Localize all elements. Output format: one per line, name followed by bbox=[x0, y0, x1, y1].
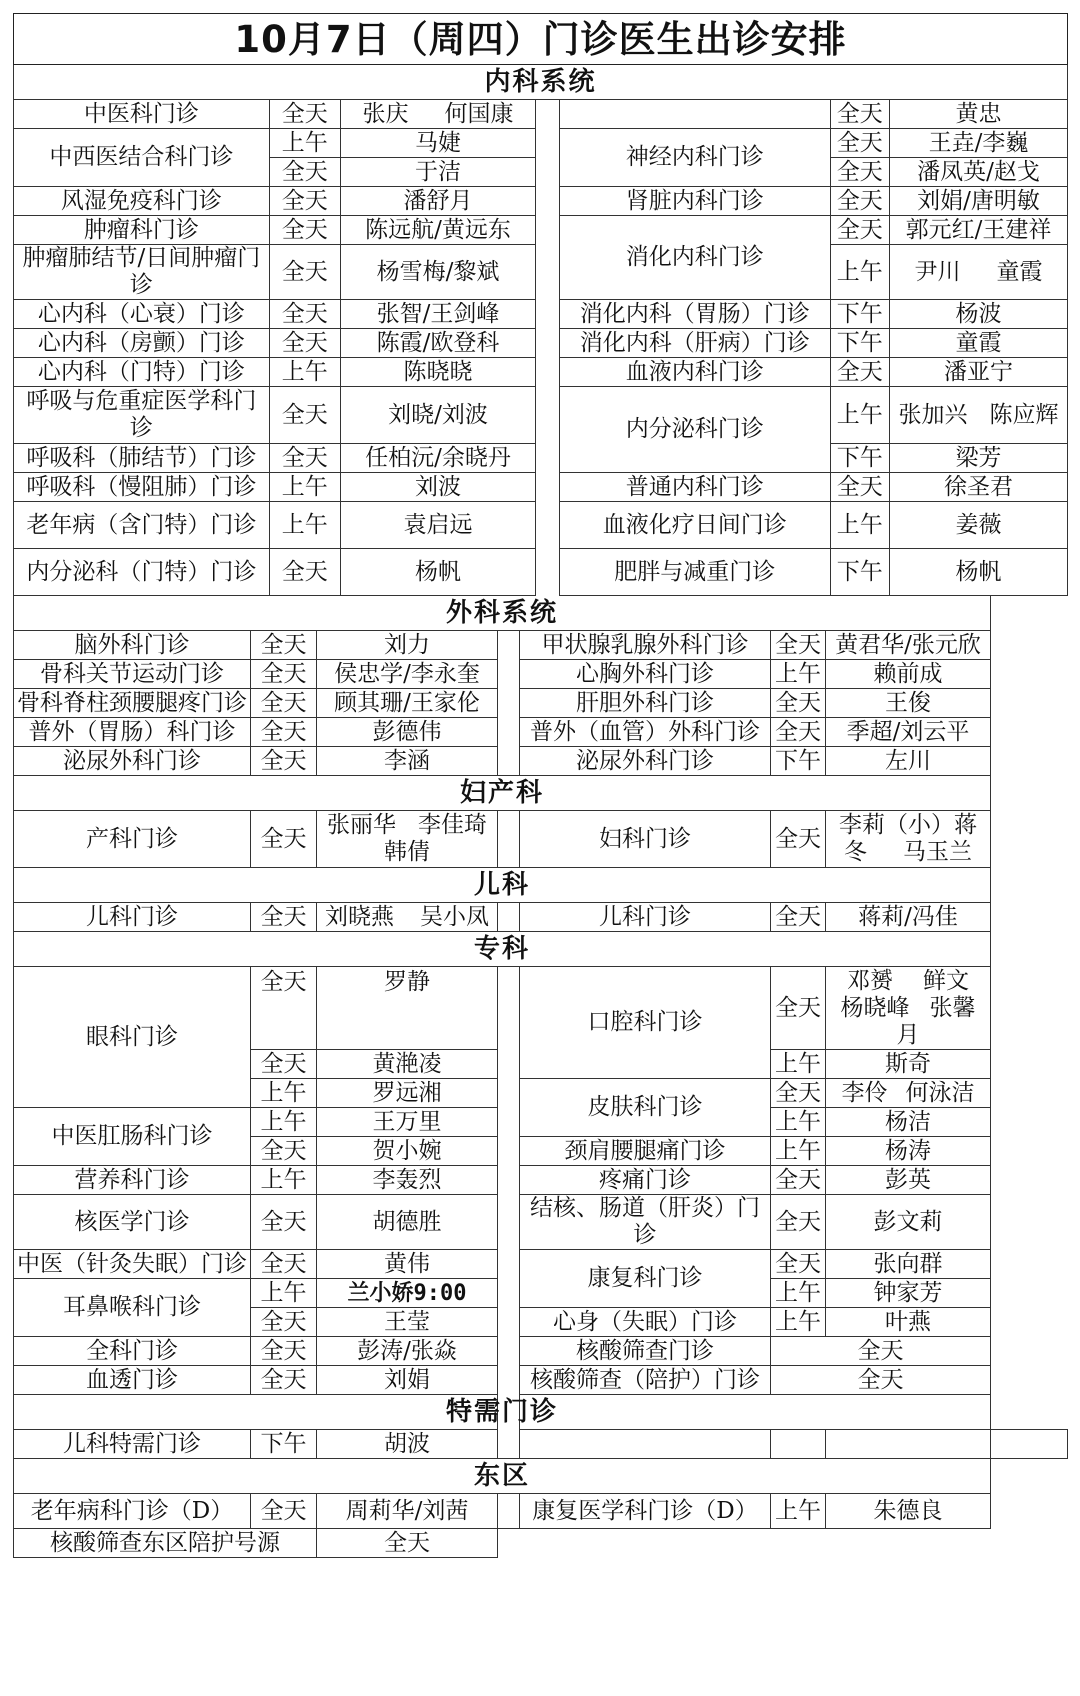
time-cell: 上午 bbox=[251, 1166, 317, 1195]
doctor-name: 韩倩 bbox=[384, 839, 430, 865]
time-cell: 上午 bbox=[269, 473, 340, 502]
doctor-cell: 潘舒月 bbox=[340, 187, 535, 216]
doctor-cell: 袁启远 bbox=[340, 502, 535, 549]
time-cell: 全天 bbox=[269, 387, 340, 444]
time-cell: 全天 bbox=[771, 1366, 991, 1395]
column-divider bbox=[498, 631, 520, 776]
doctor-cell: 罗静 bbox=[317, 967, 498, 1050]
doctor-name: 刘晓燕 bbox=[325, 903, 394, 930]
doctor-cell: 顾其珊/王家伦 bbox=[317, 689, 498, 718]
time-cell: 上午 bbox=[771, 660, 826, 689]
dept-cell: 儿科门诊 bbox=[520, 903, 771, 932]
section-header-erke: 儿科 bbox=[14, 868, 991, 903]
doctor-cell: 黄忠 bbox=[889, 100, 1067, 129]
dept-cell: 内分泌科（门特）门诊 bbox=[14, 549, 270, 596]
time-cell: 全天 bbox=[771, 811, 826, 868]
time-cell: 全天 bbox=[251, 1137, 317, 1166]
time-cell: 全天 bbox=[269, 245, 340, 300]
dept-cell: 心身（失眠）门诊 bbox=[520, 1308, 771, 1337]
dept-cell: 中医肛肠科门诊 bbox=[14, 1108, 251, 1166]
time-cell: 上午 bbox=[771, 1137, 826, 1166]
dept-cell: 普外（血管）外科门诊 bbox=[520, 718, 771, 747]
doctor-cell: 陈远航/黄远东 bbox=[340, 216, 535, 245]
doctor-cell: 马婕 bbox=[340, 129, 535, 158]
time-cell: 全天 bbox=[251, 1050, 317, 1079]
doctor-cell: 彭英 bbox=[826, 1166, 991, 1195]
doctor-name: 张加兴 bbox=[898, 401, 968, 428]
doctor-cell: 赖前成 bbox=[826, 660, 991, 689]
time-cell: 全天 bbox=[771, 1337, 991, 1366]
dept-cell: 普通内科门诊 bbox=[559, 473, 830, 502]
time-cell: 全天 bbox=[317, 1529, 498, 1558]
time-cell: 全天 bbox=[771, 1195, 826, 1250]
doctor-name: 张丽华 bbox=[327, 812, 396, 838]
time-cell: 上午 bbox=[771, 1050, 826, 1079]
page-title: 10月7日（周四）门诊医生出诊安排 bbox=[14, 14, 1068, 65]
time-cell: 上午 bbox=[251, 1079, 317, 1108]
dept-cell: 血透门诊 bbox=[14, 1366, 251, 1395]
doctor-cell: 王垚/李巍 bbox=[889, 129, 1067, 158]
doctor-cell: 王万里 bbox=[317, 1108, 498, 1137]
section-header-fuchanke: 妇产科 bbox=[14, 776, 991, 811]
doctor-cell: 杨洁 bbox=[826, 1108, 991, 1137]
dept-cell: 肥胖与减重门诊 bbox=[559, 549, 830, 596]
doctor-cell: 杨波 bbox=[889, 300, 1067, 329]
empty-cell bbox=[498, 1529, 991, 1558]
doctor-cell: 胡德胜 bbox=[317, 1195, 498, 1250]
dept-cell: 神经内科门诊 bbox=[559, 129, 830, 187]
schedule-table bbox=[13, 13, 1068, 596]
dept-cell: 骨科关节运动门诊 bbox=[14, 660, 251, 689]
time-cell: 全天 bbox=[830, 358, 889, 387]
dept-cell: 泌尿外科门诊 bbox=[520, 747, 771, 776]
doctor-name: 尹川 bbox=[914, 258, 961, 285]
doctor-cell: 季超/刘云平 bbox=[826, 718, 991, 747]
doctor-cell: 刘娟 bbox=[317, 1366, 498, 1395]
time-cell: 全天 bbox=[269, 444, 340, 473]
doctor-cell: 王俊 bbox=[826, 689, 991, 718]
dept-cell: 核酸筛查门诊 bbox=[520, 1337, 771, 1366]
dept-cell: 耳鼻喉科门诊 bbox=[14, 1279, 251, 1337]
time-cell: 全天 bbox=[269, 329, 340, 358]
time-cell: 全天 bbox=[251, 1250, 317, 1279]
dept-cell: 康复医学科门诊（D） bbox=[520, 1494, 771, 1529]
doctor-cell: 陈晓晓 bbox=[340, 358, 535, 387]
dept-cell: 甲状腺乳腺外科门诊 bbox=[520, 631, 771, 660]
dept-cell: 皮肤科门诊 bbox=[520, 1079, 771, 1137]
doctor-cell bbox=[826, 967, 991, 1050]
dept-cell: 心内科（门特）门诊 bbox=[14, 358, 270, 387]
time-cell: 上午 bbox=[269, 502, 340, 549]
doctor-cell: 潘凤英/赵戈 bbox=[889, 158, 1067, 187]
column-divider bbox=[498, 811, 520, 868]
doctor-cell: 叶燕 bbox=[826, 1308, 991, 1337]
dept-cell: 心胸外科门诊 bbox=[520, 660, 771, 689]
doctor-cell: 彭涛/张焱 bbox=[317, 1337, 498, 1366]
section-header-dongqu: 东区 bbox=[14, 1459, 991, 1494]
schedule-table-lower bbox=[13, 596, 1068, 1558]
dept-cell: 呼吸科（肺结节）门诊 bbox=[14, 444, 270, 473]
empty-cell bbox=[991, 1430, 1068, 1459]
doctor-name: 李佳琦 bbox=[418, 812, 487, 838]
section-header-waike: 外科系统 bbox=[14, 596, 991, 631]
time-cell: 全天 bbox=[251, 967, 317, 1050]
dept-cell: 眼科门诊 bbox=[14, 967, 251, 1108]
doctor-cell: 侯忠学/李永奎 bbox=[317, 660, 498, 689]
doctor-name: 童霞 bbox=[996, 258, 1043, 285]
doctor-name: 李莉（小）蒋 bbox=[839, 812, 978, 838]
doctor-name: 吴小凤 bbox=[420, 903, 489, 930]
dept-cell: 肾脏内科门诊 bbox=[559, 187, 830, 216]
time-cell: 下午 bbox=[830, 329, 889, 358]
column-divider bbox=[536, 100, 560, 596]
dept-cell: 血液内科门诊 bbox=[559, 358, 830, 387]
time-cell: 上午 bbox=[771, 1494, 826, 1529]
dept-cell: 颈肩腰腿痛门诊 bbox=[520, 1137, 771, 1166]
doctor-cell: 黄伟 bbox=[317, 1250, 498, 1279]
doctor-cell bbox=[340, 100, 535, 129]
dept-cell: 核酸筛查东区陪护号源 bbox=[14, 1529, 317, 1558]
doctor-cell: 斯奇 bbox=[826, 1050, 991, 1079]
time-cell: 全天 bbox=[251, 811, 317, 868]
doctor-cell bbox=[889, 387, 1067, 444]
doctor-cell: 杨雪梅/黎斌 bbox=[340, 245, 535, 300]
doctor-cell bbox=[889, 245, 1067, 300]
doctor-cell: 李轰烈 bbox=[317, 1166, 498, 1195]
time-cell: 全天 bbox=[251, 1366, 317, 1395]
doctor-cell: 朱德良 bbox=[826, 1494, 991, 1529]
section-header-neike: 内科系统 bbox=[14, 65, 1068, 100]
doctor-cell: 蒋莉/冯佳 bbox=[826, 903, 991, 932]
time-cell: 下午 bbox=[771, 747, 826, 776]
time-cell: 下午 bbox=[251, 1430, 317, 1459]
doctor-name: 邓赟 bbox=[847, 967, 894, 994]
dept-cell: 呼吸科（慢阻肺）门诊 bbox=[14, 473, 270, 502]
time-cell: 全天 bbox=[251, 689, 317, 718]
dept-cell bbox=[559, 100, 830, 129]
dept-cell: 口腔科门诊 bbox=[520, 967, 771, 1079]
doctor-name: 张馨 bbox=[929, 994, 976, 1021]
time-cell: 上午 bbox=[251, 1108, 317, 1137]
dept-cell: 儿科特需门诊 bbox=[14, 1430, 251, 1459]
dept-cell: 普外（胃肠）科门诊 bbox=[14, 718, 251, 747]
time-cell: 全天 bbox=[771, 1166, 826, 1195]
time-cell: 全天 bbox=[251, 747, 317, 776]
doctor-name: 何国康 bbox=[444, 100, 514, 127]
dept-cell: 结核、肠道（肝炎）门诊 bbox=[520, 1195, 771, 1250]
dept-cell: 妇科门诊 bbox=[520, 811, 771, 868]
doctor-cell: 潘亚宁 bbox=[889, 358, 1067, 387]
doctor-cell: 黄君华/张元欣 bbox=[826, 631, 991, 660]
dept-cell: 消化内科（肝病）门诊 bbox=[559, 329, 830, 358]
dept-cell: 泌尿外科门诊 bbox=[14, 747, 251, 776]
time-cell: 全天 bbox=[251, 718, 317, 747]
doctor-cell: 周莉华/刘茜 bbox=[317, 1494, 498, 1529]
dept-cell: 内分泌科门诊 bbox=[559, 387, 830, 473]
doctor-cell: 罗远湘 bbox=[317, 1079, 498, 1108]
time-cell: 全天 bbox=[251, 903, 317, 932]
doctor-cell: 兰小娇9:00 bbox=[317, 1279, 498, 1308]
doctor-name: 冬 bbox=[844, 839, 868, 865]
column-divider bbox=[520, 1430, 771, 1459]
dept-cell: 产科门诊 bbox=[14, 811, 251, 868]
dept-cell: 中西医结合科门诊 bbox=[14, 129, 270, 187]
doctor-cell: 左川 bbox=[826, 747, 991, 776]
time-cell: 上午 bbox=[830, 387, 889, 444]
doctor-cell: 郭元红/王建祥 bbox=[889, 216, 1067, 245]
dept-cell: 疼痛门诊 bbox=[520, 1166, 771, 1195]
doctor-cell: 徐圣君 bbox=[889, 473, 1067, 502]
time-cell: 全天 bbox=[830, 187, 889, 216]
time-cell: 全天 bbox=[269, 100, 340, 129]
time-cell: 全天 bbox=[251, 660, 317, 689]
doctor-cell: 任柏沅/余晓丹 bbox=[340, 444, 535, 473]
column-divider bbox=[498, 967, 520, 1459]
time-cell: 全天 bbox=[830, 158, 889, 187]
doctor-name: 何泳洁 bbox=[905, 1079, 975, 1106]
doctor-name: 陈应辉 bbox=[989, 401, 1059, 428]
time-cell: 全天 bbox=[771, 1079, 826, 1108]
dept-cell: 康复科门诊 bbox=[520, 1250, 771, 1308]
time-cell: 上午 bbox=[830, 502, 889, 549]
dept-cell: 中医（针灸失眠）门诊 bbox=[14, 1250, 251, 1279]
time-cell: 上午 bbox=[771, 1108, 826, 1137]
empty-cell bbox=[771, 1430, 826, 1459]
doctor-cell bbox=[826, 1079, 991, 1108]
doctor-cell bbox=[826, 811, 991, 868]
time-cell: 上午 bbox=[771, 1279, 826, 1308]
doctor-cell: 刘力 bbox=[317, 631, 498, 660]
doctor-cell: 刘娟/唐明敏 bbox=[889, 187, 1067, 216]
time-cell: 全天 bbox=[830, 100, 889, 129]
doctor-cell: 彭文莉 bbox=[826, 1195, 991, 1250]
time-cell: 全天 bbox=[830, 129, 889, 158]
doctor-cell: 王莹 bbox=[317, 1308, 498, 1337]
doctor-name: 马玉兰 bbox=[903, 839, 973, 865]
dept-cell: 营养科门诊 bbox=[14, 1166, 251, 1195]
dept-cell: 风湿免疫科门诊 bbox=[14, 187, 270, 216]
doctor-cell: 姜薇 bbox=[889, 502, 1067, 549]
dept-cell: 呼吸与危重症医学科门诊 bbox=[14, 387, 270, 444]
doctor-name: 杨晓峰 bbox=[840, 994, 910, 1021]
dept-cell: 血液化疗日间门诊 bbox=[559, 502, 830, 549]
dept-cell: 核酸筛查（陪护）门诊 bbox=[520, 1366, 771, 1395]
time-cell: 全天 bbox=[269, 187, 340, 216]
time-cell: 全天 bbox=[830, 216, 889, 245]
time-cell: 全天 bbox=[771, 718, 826, 747]
column-divider bbox=[498, 1494, 520, 1529]
dept-cell: 肝胆外科门诊 bbox=[520, 689, 771, 718]
doctor-cell: 梁芳 bbox=[889, 444, 1067, 473]
column-divider bbox=[498, 903, 520, 932]
time-cell: 上午 bbox=[269, 129, 340, 158]
time-cell: 全天 bbox=[269, 216, 340, 245]
time-cell: 全天 bbox=[830, 473, 889, 502]
doctor-cell bbox=[317, 811, 498, 868]
doctor-cell: 童霞 bbox=[889, 329, 1067, 358]
time-cell: 上午 bbox=[251, 1279, 317, 1308]
doctor-cell: 张向群 bbox=[826, 1250, 991, 1279]
doctor-cell: 刘晓/刘波 bbox=[340, 387, 535, 444]
dept-cell: 全科门诊 bbox=[14, 1337, 251, 1366]
time-cell: 全天 bbox=[251, 1308, 317, 1337]
time-cell: 上午 bbox=[830, 245, 889, 300]
time-cell: 全天 bbox=[251, 1195, 317, 1250]
doctor-name: 李伶 bbox=[841, 1079, 888, 1106]
schedule-sheet bbox=[13, 13, 1068, 1558]
doctor-name: 张庆 bbox=[362, 100, 409, 127]
doctor-cell: 李涵 bbox=[317, 747, 498, 776]
time-cell: 下午 bbox=[830, 300, 889, 329]
doctor-cell: 杨帆 bbox=[340, 549, 535, 596]
doctor-cell: 钟家芳 bbox=[826, 1279, 991, 1308]
time-cell: 上午 bbox=[269, 358, 340, 387]
dept-cell: 心内科（心衰）门诊 bbox=[14, 300, 270, 329]
time-cell: 下午 bbox=[830, 549, 889, 596]
dept-cell: 脑外科门诊 bbox=[14, 631, 251, 660]
time-cell: 全天 bbox=[771, 689, 826, 718]
time-cell: 全天 bbox=[771, 903, 826, 932]
dept-cell: 老年病（含门特）门诊 bbox=[14, 502, 270, 549]
time-cell: 全天 bbox=[269, 158, 340, 187]
doctor-cell: 张智/王剑峰 bbox=[340, 300, 535, 329]
doctor-cell bbox=[317, 903, 498, 932]
time-cell: 全天 bbox=[771, 1250, 826, 1279]
time-cell: 全天 bbox=[251, 631, 317, 660]
time-cell: 全天 bbox=[771, 967, 826, 1050]
doctor-cell: 杨涛 bbox=[826, 1137, 991, 1166]
doctor-cell: 彭德伟 bbox=[317, 718, 498, 747]
doctor-cell: 黄滟凌 bbox=[317, 1050, 498, 1079]
time-cell: 全天 bbox=[251, 1494, 317, 1529]
dept-cell: 核医学门诊 bbox=[14, 1195, 251, 1250]
doctor-cell: 贺小婉 bbox=[317, 1137, 498, 1166]
empty-cell bbox=[826, 1430, 991, 1459]
doctor-cell: 胡波 bbox=[317, 1430, 498, 1459]
time-cell: 全天 bbox=[771, 631, 826, 660]
dept-cell: 肿瘤科门诊 bbox=[14, 216, 270, 245]
dept-cell: 骨科脊柱颈腰腿疼门诊 bbox=[14, 689, 251, 718]
doctor-name: 鲜文 bbox=[923, 967, 970, 994]
time-cell: 上午 bbox=[771, 1308, 826, 1337]
dept-cell: 儿科门诊 bbox=[14, 903, 251, 932]
doctor-name: 月 bbox=[896, 1021, 920, 1048]
doctor-cell: 陈霞/欧登科 bbox=[340, 329, 535, 358]
section-header-zhuanke: 专科 bbox=[14, 932, 991, 967]
doctor-cell: 于洁 bbox=[340, 158, 535, 187]
time-cell: 下午 bbox=[830, 444, 889, 473]
dept-cell: 肿瘤肺结节/日间肿瘤门诊 bbox=[14, 245, 270, 300]
dept-cell: 消化内科门诊 bbox=[559, 216, 830, 300]
dept-cell: 心内科（房颤）门诊 bbox=[14, 329, 270, 358]
time-cell: 全天 bbox=[269, 300, 340, 329]
dept-cell: 老年病科门诊（D） bbox=[14, 1494, 251, 1529]
dept-cell: 中医科门诊 bbox=[14, 100, 270, 129]
time-cell: 全天 bbox=[269, 549, 340, 596]
time-cell: 全天 bbox=[251, 1337, 317, 1366]
section-header-texu: 特需门诊 bbox=[14, 1395, 991, 1430]
dept-cell: 消化内科（胃肠）门诊 bbox=[559, 300, 830, 329]
doctor-cell: 刘波 bbox=[340, 473, 535, 502]
doctor-cell: 杨帆 bbox=[889, 549, 1067, 596]
